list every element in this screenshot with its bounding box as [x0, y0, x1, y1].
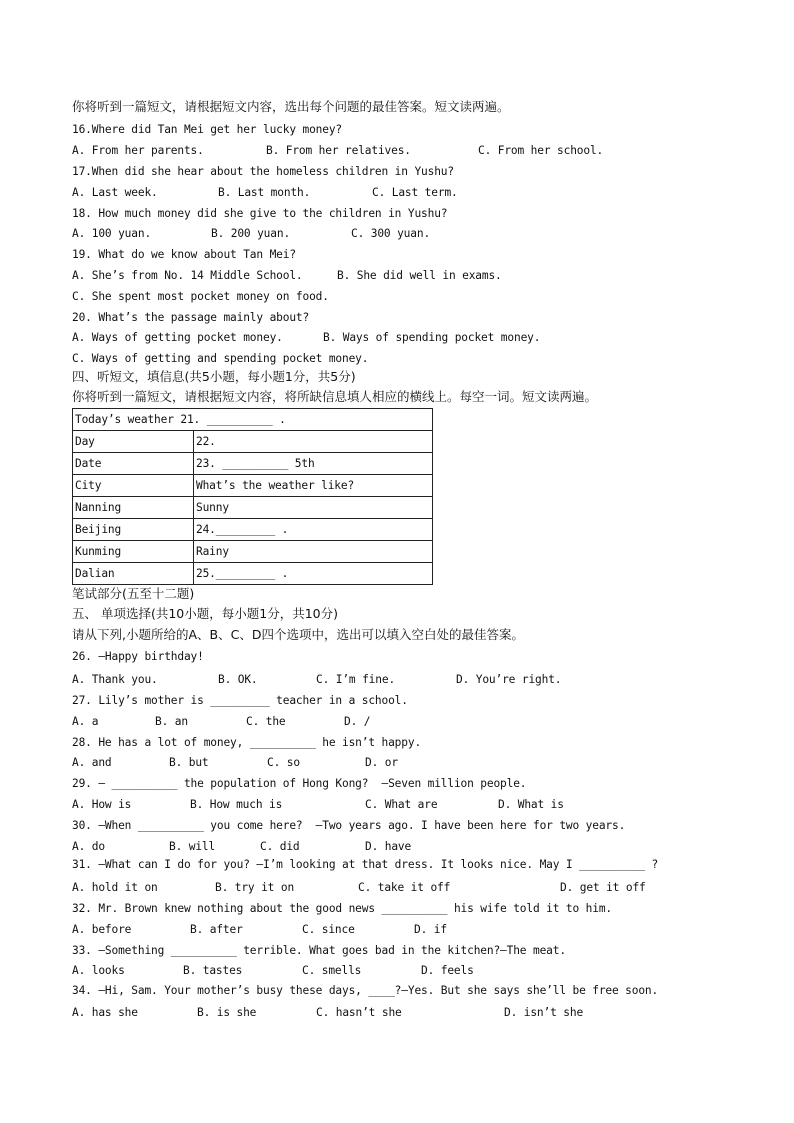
question-29: 29. — __________ the population of Hong Kong? —Seven million people.	[72, 777, 527, 790]
option-b: B. From her relatives.	[266, 144, 411, 157]
table-cell: Beijing	[73, 519, 194, 541]
option-c: C. Ways of getting and spending pocket money.	[72, 352, 369, 365]
option-b: B. 200 yuan.	[211, 227, 291, 240]
table-row	[73, 519, 433, 541]
question-34: 34. —Hi, Sam. Your mother’s busy these days, ____?—Yes. But she says she’ll be free soon.	[72, 984, 659, 997]
option-c: C. Last term.	[372, 186, 458, 199]
option-c: C. since	[302, 923, 355, 936]
option-c: C. From her school.	[478, 144, 604, 157]
option-b: B. How much is	[190, 798, 283, 811]
option-a: A. Thank you.	[72, 673, 158, 686]
section5-title: 五、 单项选择(共10小题，每小题1分，共10分)	[72, 606, 338, 621]
table-row	[73, 453, 433, 475]
options-34	[72, 1006, 584, 1090]
option-c: C. I’m fine.	[316, 673, 396, 686]
option-b: B. will	[169, 840, 216, 853]
table-cell: 24._________ .	[194, 519, 433, 541]
table-cell: What’s the weather like?	[194, 475, 433, 497]
table-cell: 23. __________ 5th	[194, 453, 433, 475]
question-31: 31. —What can I do for you? —I’m looking at that dress. It looks nice. May I __________ ?	[72, 858, 659, 871]
option-d: D. if	[414, 923, 447, 936]
option-a: A. before	[72, 923, 132, 936]
table-cell: 25._________ .	[194, 563, 433, 585]
option-a: A. She’s from No. 14 Middle School.	[72, 269, 303, 282]
table-cell: Rainy	[194, 541, 433, 563]
table-row	[73, 541, 433, 563]
weather-table	[72, 408, 433, 585]
table-cell: 22.	[194, 431, 433, 453]
option-b: B. She did well in exams.	[337, 269, 502, 282]
option-b: B. OK.	[218, 673, 258, 686]
question-18: 18. How much money did she give to the children in Yushu?	[72, 207, 448, 220]
option-d: D. or	[365, 756, 398, 769]
option-a: A. hold it on	[72, 881, 158, 894]
option-a: A. How is	[72, 798, 132, 811]
option-a: A. Last week.	[72, 186, 158, 199]
question-33: 33. —Something __________ terrible. What goes bad in the kitchen?—The meat.	[72, 944, 566, 957]
option-c: C. smells	[302, 964, 362, 977]
table-cell: Day	[73, 431, 194, 453]
option-b: B. is she	[197, 1006, 257, 1019]
question-27: 27. Lily’s mother is _________ teacher in a school.	[72, 694, 408, 707]
option-c: C. She spent most pocket money on food.	[72, 290, 329, 303]
option-c: C. take it off	[358, 881, 451, 894]
table-row	[73, 475, 433, 497]
table-cell: Kunming	[73, 541, 194, 563]
question-30: 30. —When __________ you come here? —Two years ago. I have been here for two years.	[72, 819, 626, 832]
section4-instruction: 你将听到一篇短文，请根据短文内容，将所缺信息填人相应的横线上。每空一词。短文读两遍。	[72, 389, 598, 404]
option-d: D. You’re right.	[456, 673, 562, 686]
option-d: D. What is	[498, 798, 564, 811]
section5-instruction: 请从下列,小题所给的A、B、C、D四个选项中，选出可以填入空白处的最佳答案。	[72, 627, 524, 642]
question-20: 20. What’s the passage mainly about?	[72, 311, 310, 324]
option-a: A. From her parents.	[72, 144, 204, 157]
option-b: B. but	[169, 756, 209, 769]
option-d: D. feels	[421, 964, 474, 977]
option-c: C. 300 yuan.	[351, 227, 431, 240]
question-17: 17.When did she hear about the homeless children in Yushu?	[72, 165, 454, 178]
option-b: B. after	[190, 923, 243, 936]
question-32: 32. Mr. Brown knew nothing about the good news __________ his wife told it to him.	[72, 902, 613, 915]
option-d: D. /	[344, 715, 371, 728]
table-cell: Dalian	[73, 563, 194, 585]
option-c: C. did	[260, 840, 300, 853]
table-cell: Date	[73, 453, 194, 475]
option-d: D. have	[365, 840, 412, 853]
option-c: C. so	[267, 756, 300, 769]
written-heading: 笔试部分(五至十二题)	[72, 586, 195, 601]
option-c: C. What are	[365, 798, 438, 811]
option-a: A. looks	[72, 964, 125, 977]
table-header-cell: Today’s weather 21. __________ .	[73, 409, 433, 431]
option-a: A. a	[72, 715, 99, 728]
option-a: A. 100 yuan.	[72, 227, 152, 240]
option-b: B. tastes	[183, 964, 243, 977]
option-b: B. an	[155, 715, 188, 728]
question-19: 19. What do we know about Tan Mei?	[72, 248, 296, 261]
table-cell: Nanning	[73, 497, 194, 519]
question-28: 28. He has a lot of money, __________ he isn’t happy.	[72, 736, 422, 749]
section3-instruction: 你将听到一篇短文，请根据短文内容，选出每个问题的最佳答案。短文读两遍。	[72, 99, 510, 114]
question-16: 16.Where did Tan Mei get her lucky money?	[72, 123, 343, 136]
option-a: A. has she	[72, 1006, 138, 1019]
option-c: C. hasn’t she	[316, 1006, 402, 1019]
table-row	[73, 497, 433, 519]
section4-title: 四、听短文，填信息(共5小题，每小题1分，共5分)	[72, 369, 356, 384]
question-26: 26. —Happy birthday!	[72, 650, 204, 663]
table-row	[73, 409, 433, 431]
option-a: A. do	[72, 840, 105, 853]
option-a: A. Ways of getting pocket money.	[72, 331, 283, 344]
option-d: D. get it off	[560, 881, 646, 894]
option-c: C. the	[246, 715, 286, 728]
option-b: B. Last month.	[218, 186, 311, 199]
option-b: B. Ways of spending pocket money.	[323, 331, 541, 344]
option-d: D. isn’t she	[504, 1006, 584, 1019]
option-b: B. try it on	[215, 881, 295, 894]
option-a: A. and	[72, 756, 112, 769]
table-row	[73, 431, 433, 453]
table-cell: City	[73, 475, 194, 497]
table-row	[73, 563, 433, 585]
table-cell: Sunny	[194, 497, 433, 519]
